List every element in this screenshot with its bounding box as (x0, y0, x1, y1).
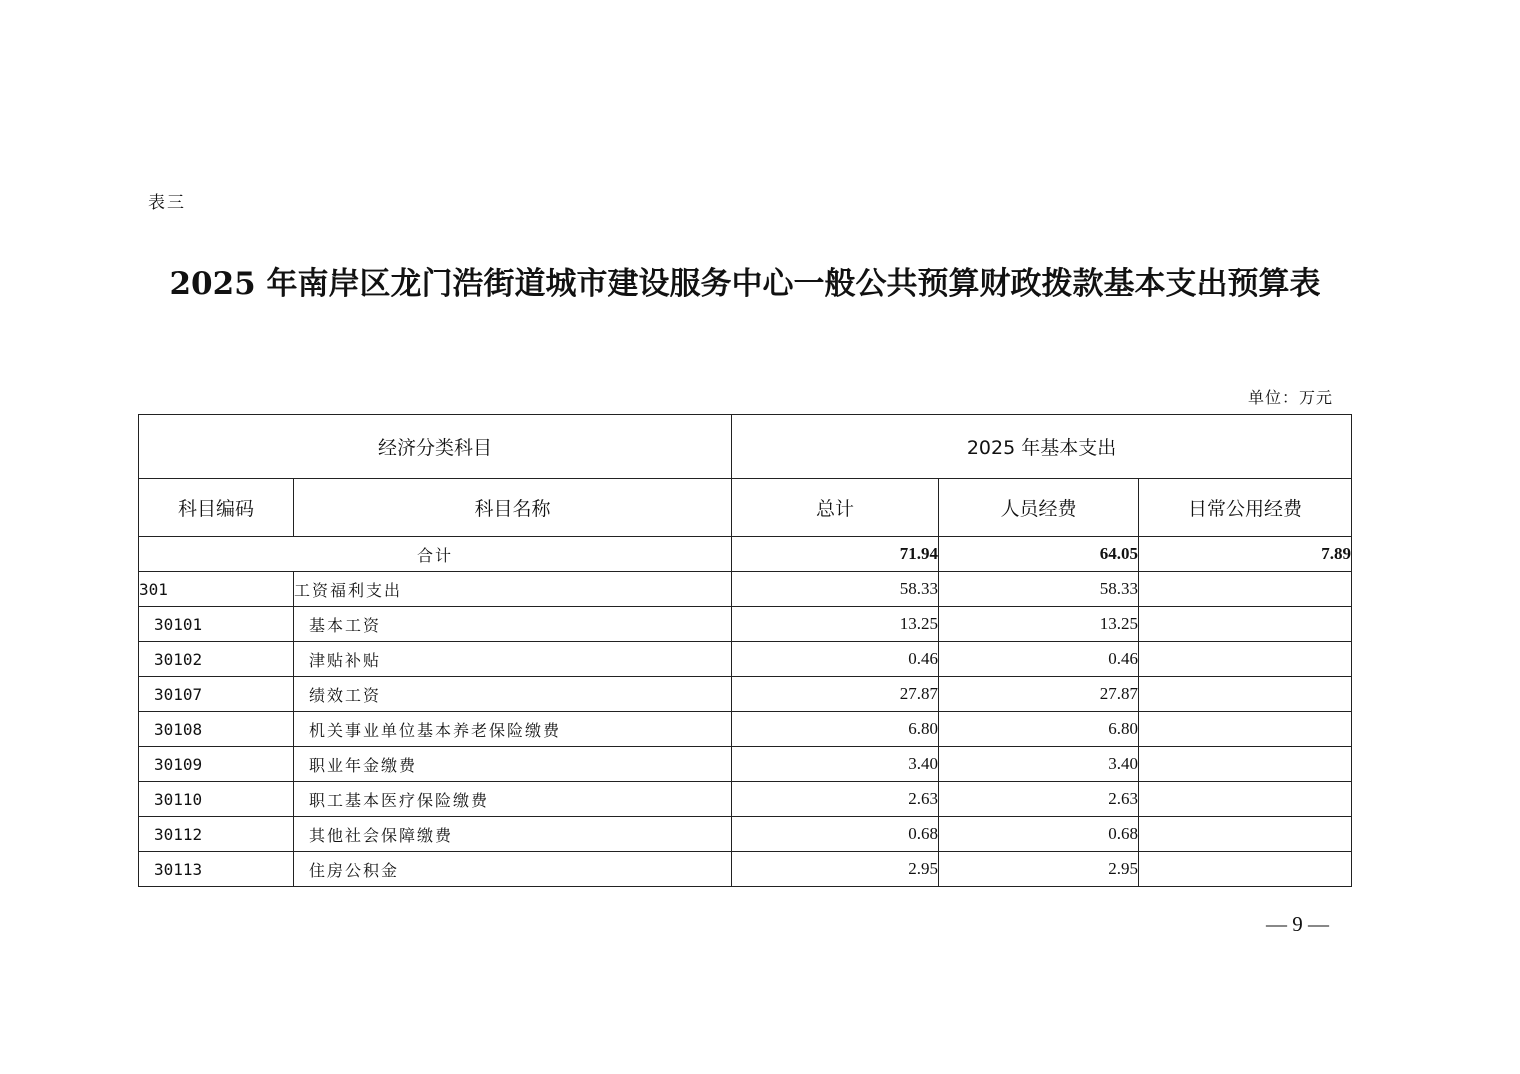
personnel-cell: 27.87 (939, 677, 1139, 712)
name-cell: 机关事业单位基本养老保险缴费 (294, 712, 732, 747)
table-row (139, 607, 1352, 642)
public-cell (1139, 642, 1352, 677)
code-cell: 30110 (139, 782, 294, 817)
table-label: 表三 (148, 193, 186, 213)
table-row (139, 572, 1352, 607)
total-cell: 6.80 (732, 712, 939, 747)
budget-table (138, 414, 1352, 887)
total-label: 合计 (139, 537, 732, 572)
public-cell (1139, 677, 1352, 712)
code-cell: 30107 (139, 677, 294, 712)
table-row (139, 642, 1352, 677)
total-cell: 0.46 (732, 642, 939, 677)
public-cell (1139, 747, 1352, 782)
personnel-cell: 3.40 (939, 747, 1139, 782)
table-row (139, 782, 1352, 817)
header-basic-expenditure: 2025 年基本支出 (732, 415, 1352, 479)
personnel-cell: 13.25 (939, 607, 1139, 642)
total-cell: 58.33 (732, 572, 939, 607)
total-cell: 71.94 (732, 537, 939, 572)
public-cell (1139, 607, 1352, 642)
personnel-cell: 2.63 (939, 782, 1139, 817)
table-row (139, 852, 1352, 887)
name-cell: 基本工资 (294, 607, 732, 642)
personnel-cell: 6.80 (939, 712, 1139, 747)
header-name: 科目名称 (294, 479, 732, 537)
header-public: 日常公用经费 (1139, 479, 1352, 537)
name-cell: 绩效工资 (294, 677, 732, 712)
unit-label: 单位：万元 (1248, 388, 1334, 407)
personnel-cell: 0.68 (939, 817, 1139, 852)
personnel-cell: 2.95 (939, 852, 1139, 887)
header-economic-category: 经济分类科目 (139, 415, 732, 479)
public-cell (1139, 852, 1352, 887)
table-row (139, 747, 1352, 782)
total-cell: 27.87 (732, 677, 939, 712)
public-cell (1139, 712, 1352, 747)
header-personnel: 人员经费 (939, 479, 1139, 537)
table-row (139, 712, 1352, 747)
page-title: 2025 年南岸区龙门浩街道城市建设服务中心一般公共预算财政拨款基本支出预算表 (169, 266, 1321, 302)
code-cell: 301 (139, 572, 294, 607)
header-code: 科目编码 (139, 479, 294, 537)
code-cell: 30101 (139, 607, 294, 642)
name-cell: 职工基本医疗保险缴费 (294, 782, 732, 817)
code-cell: 30109 (139, 747, 294, 782)
name-cell: 职业年金缴费 (294, 747, 732, 782)
name-cell: 其他社会保障缴费 (294, 817, 732, 852)
name-cell: 工资福利支出 (294, 572, 732, 607)
code-cell: 30108 (139, 712, 294, 747)
total-cell: 3.40 (732, 747, 939, 782)
name-cell: 津贴补贴 (294, 642, 732, 677)
code-cell: 30113 (139, 852, 294, 887)
total-cell: 2.63 (732, 782, 939, 817)
code-cell: 30112 (139, 817, 294, 852)
personnel-cell: 58.33 (939, 572, 1139, 607)
total-cell: 13.25 (732, 607, 939, 642)
total-row (139, 537, 1352, 572)
personnel-cell: 0.46 (939, 642, 1139, 677)
total-cell: 2.95 (732, 852, 939, 887)
table-row (139, 817, 1352, 852)
personnel-cell: 64.05 (939, 537, 1139, 572)
code-cell: 30102 (139, 642, 294, 677)
public-cell (1139, 782, 1352, 817)
page-number: — 9 — (1266, 912, 1329, 936)
public-cell (1139, 817, 1352, 852)
total-cell: 0.68 (732, 817, 939, 852)
name-cell: 住房公积金 (294, 852, 732, 887)
public-cell (1139, 572, 1352, 607)
table-row (139, 677, 1352, 712)
public-cell: 7.89 (1139, 537, 1352, 572)
header-total: 总计 (732, 479, 939, 537)
